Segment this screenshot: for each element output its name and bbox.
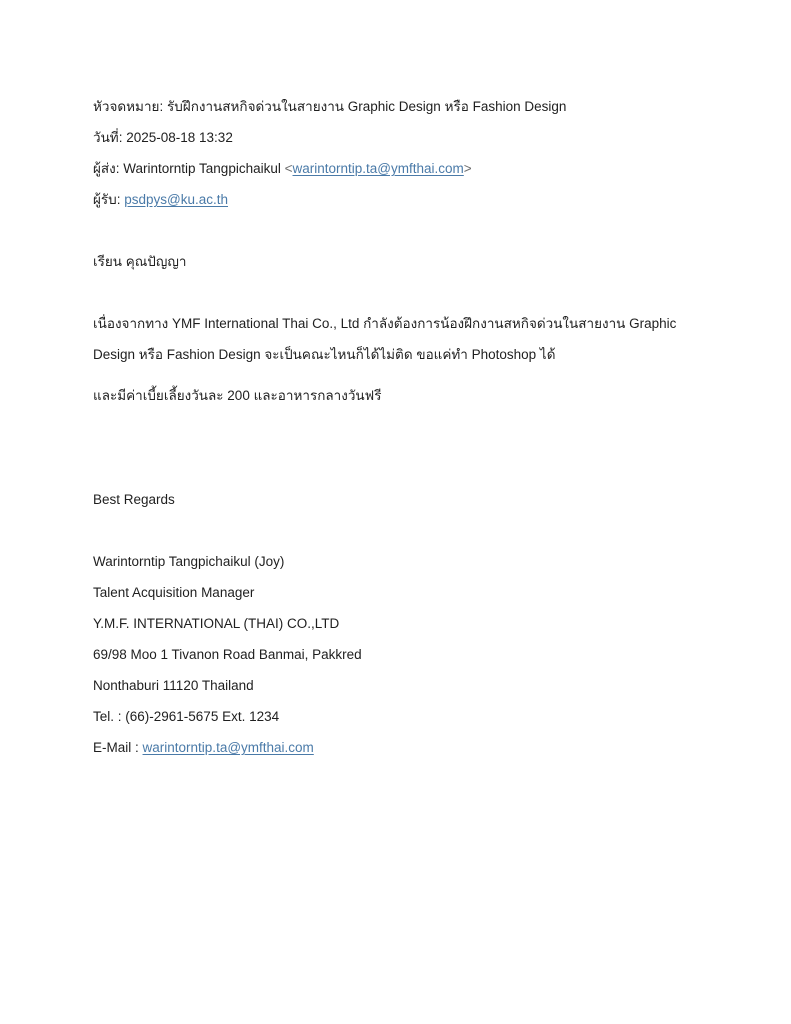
from-email-close-bracket: > [463,161,472,176]
date-value: 2025-08-18 13:32 [126,130,233,145]
signature-name: Warintorntip Tangpichaikul (Joy) [93,554,285,569]
signature-email-line [93,739,314,757]
from-email-open-bracket: < [284,161,293,176]
signature-tel: Tel. : (66)-2961-5675 Ext. 1234 [93,709,280,724]
greeting: เรียน คุณปัญญา [93,254,187,269]
date-line [93,129,233,147]
signature-email-link[interactable]: warintorntip.ta@ymfthai.com [142,740,314,755]
closing: Best Regards [93,492,175,507]
from-name: Warintorntip Tangpichaikul [123,161,281,176]
from-line [93,160,472,178]
to-email-link[interactable]: psdpys@ku.ac.th [124,192,229,207]
signature-company: Y.M.F. INTERNATIONAL (THAI) CO.,LTD [93,616,340,631]
subject-label: หัวจดหมาย: [93,99,164,114]
to-label: ผู้รับ: [93,192,121,207]
signature-address-line-1: 69/98 Moo 1 Tivanon Road Banmai, Pakkred [93,647,362,662]
subject-value: รับฝึกงานสหกิจด่วนในสายงาน Graphic Design หรือ Fashion Design [166,99,567,114]
date-label: วันที่: [93,130,123,145]
from-label: ผู้ส่ง: [93,161,120,176]
body-paragraph-line-1: เนื่องจากทาง YMF International Thai Co., Ltd กำลังต้องการน้องฝึกงานสหกิจด่วนในสายงาน Graphic [93,316,677,331]
subject-line [93,98,566,116]
signature-title: Talent Acquisition Manager [93,585,255,600]
body-paragraph-line-3: และมีค่าเบี้ยเลี้ยงวันละ 200 และอาหารกลางวันฟรี [93,388,382,403]
signature-email-label: E-Mail : [93,740,139,755]
to-line [93,191,228,209]
body-paragraph-line-2: Design หรือ Fashion Design จะเป็นคณะไหนก็ได้ไม่ติด ขอแค่ทำ Photoshop ได้ [93,347,556,362]
from-email-link[interactable]: warintorntip.ta@ymfthai.com [292,161,464,176]
signature-address-line-2: Nonthaburi 11120 Thailand [93,678,254,693]
